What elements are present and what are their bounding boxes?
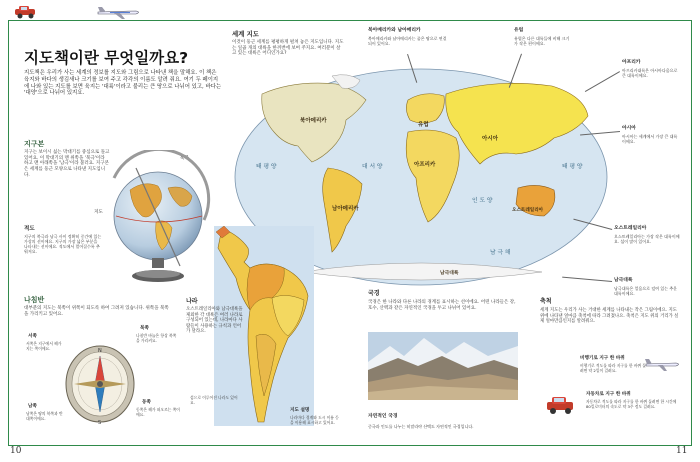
- compass-heading: 나침반: [24, 296, 45, 304]
- map-label-indian: 인 도 양: [472, 198, 493, 204]
- intro-text: 지도책은 우리가 사는 세계의 정보를 지도와 그림으로 나타낸 책을 말해요. 이 책은 육지와 바다의 생김새나 크기를 보여 주고 각각의 이름도 알려 줘요. 여기 두 페이지에 나와 있는 지도를 보면 육지는 '대륙'이라고 불리는 큰 땅으로 나뉘어 있고, 바다는 '대양'으로 나뉘어 있지요.: [24, 70, 222, 97]
- map-label-pacific-west: 태 평 양: [256, 164, 277, 170]
- world-map-text: 이것이 둥근 세계를 평평하게 펼쳐 놓은 지도입니다. 지도는 일곱 개의 대륙을 한꺼번에 보여 주지요. 여러분이 살고 있는 대륙은 어디인가요?: [232, 40, 344, 57]
- map-note-heading: 지도 설명: [290, 408, 310, 413]
- axis-label: 지도: [94, 210, 103, 215]
- map-label-north-america: 북아메리카: [300, 118, 327, 124]
- car-text: 자동차로 적도를 따라 지구를 한 바퀴 돌려면 한 시간에 80킬로미터의 속도로 약 3주 정도 걸려요.: [586, 399, 677, 409]
- photo-heading: 자연적인 국경: [368, 414, 398, 419]
- globe-illustration: [96, 150, 216, 285]
- svg-text:N: N: [98, 348, 102, 354]
- compass-south-text: 남쪽은 땅의 북쪽과 반대쪽이에요.: [26, 411, 63, 421]
- scale-text: 세계 지도는 우리가 사는 거대한 세계를 나타내는 작은 그림이에요. 지도 위에 나타낸 얼마큼 축척에 따라 그려졌나요. 축척은 지도 위의 거리가 실제 얼마만큼인지를 알려줘요.: [540, 308, 679, 324]
- compass-east-label: 동쪽: [142, 400, 151, 405]
- photo-text: 중국과 인도를 나누는 히말라야 산맥도 자연적인 국경입니다.: [368, 424, 474, 429]
- equator-text: 지구의 북극과 남극 사이 정확히 중간에 있는 가상의 선이에요. 지구의 가장 넓은 부분을 나타내는 선이에요. 적도에서 멀어질수록 추워져요.: [24, 234, 102, 254]
- equator-heading: 적도: [24, 226, 35, 232]
- na-heading: 북아메리카와 남아메리카: [368, 28, 421, 33]
- globe-heading: 지구본: [24, 140, 45, 148]
- map-label-asia: 아시아: [482, 136, 498, 142]
- plane-heading: 비행기로 지구 한 바퀴: [580, 356, 625, 361]
- globe-text: 지구는 보이시 싫는 막대기를 중심으로 돌고 있어요. 이 막대기의 맨 위쪽을 '북극'이라 하고 맨 아래쪽을 '남극'이라 불러요. 지구본은 세계를 둥근 모양으로 나타낸 지도입니다.: [24, 150, 110, 178]
- car-heading: 자동차로 지구 한 바퀴: [586, 392, 631, 397]
- car-icon: [544, 394, 576, 416]
- map-label-europe: 유럽: [418, 122, 429, 128]
- asia-text: 아시아는 세계에서 가장 큰 대륙이에요.: [622, 134, 678, 144]
- page-number-right: 11: [676, 446, 688, 456]
- map-label-south-america: 남아메리카: [332, 206, 359, 212]
- compass-west-text: 서쪽은 지구에서 해가 지는 쪽이에요.: [26, 341, 62, 351]
- page-title: 지도책이란 무엇일까요?: [24, 49, 189, 67]
- europe-text: 유럽은 다른 대륙들에 비해 크기가 작은 편이에요.: [514, 36, 570, 46]
- country-heading: 나라: [186, 298, 198, 305]
- map-label-atlantic: 대 서 양: [362, 164, 383, 170]
- car-icon: [12, 4, 38, 20]
- country-text: 오스트레일리아와 남극대륙을 제외한 각 대륙은 여러 나라로 구성되어 있는데, 나라마다 사람들이 사용하는 규칙과 언어가 달라요.: [186, 307, 243, 334]
- himalaya-photo: [368, 332, 518, 400]
- antarctica-heading: 남극대륙: [614, 278, 633, 283]
- map-label-africa: 아프리카: [414, 162, 436, 168]
- map-label-antarctica: 남극대륙: [440, 271, 459, 276]
- scale-heading: 축척: [540, 298, 552, 305]
- compass-illustration: [60, 332, 140, 428]
- map-note-text: 나라마다 경계와 도시 이름 등을 이용해 표시하고 있어요.: [290, 415, 339, 425]
- na-text: 북아메리카와 남아메리카는 좁은 땅으로 연결되어 있어요.: [368, 36, 447, 46]
- compass-south-label: 남쪽: [28, 404, 37, 409]
- compass-east-text: 동쪽은 해가 떠오르는 쪽이에요.: [136, 407, 180, 417]
- oceania-text: 오스트레일리아는 가장 작은 대륙이에요. 섬이 많이 있어요.: [614, 234, 680, 244]
- map-label-oceania: 오스트레일리아: [512, 208, 544, 213]
- plane-text: 비행기로 적도를 따라 지구를 한 바퀴 돌려면 약 2일이 걸려요.: [580, 363, 646, 373]
- north-pole-label: 북극: [180, 156, 189, 161]
- compass-north-label: 북쪽: [140, 326, 149, 331]
- island-note-text: 섬으로 이루어진 나라도 있어요.: [190, 395, 238, 405]
- africa-heading: 아프리카: [622, 60, 641, 65]
- compass-text: 대부분의 지도는 북쪽이 위쪽이 되도록 하여 그려져 있습니다. 위쪽을 북쪽을 가리키고 있어요.: [24, 306, 169, 317]
- plane-icon: [644, 356, 682, 372]
- africa-text: 아프리카대륙은 아시아다음으로 큰 대륙이에요.: [622, 68, 678, 78]
- europe-heading: 유럽: [514, 28, 524, 33]
- world-map-heading: 세계 지도: [232, 30, 259, 38]
- asia-heading: 아시아: [622, 126, 636, 131]
- map-label-southern: 남 극 해: [490, 250, 511, 256]
- antarctica-text: 남극대륙은 얼음으로 덮여 있는 추운 대륙이에요.: [614, 286, 678, 296]
- airplane-icon: [96, 4, 142, 20]
- page-number-left: 10: [10, 446, 22, 456]
- compass-west-label: 서쪽: [28, 334, 37, 339]
- border-heading: 국경: [368, 290, 380, 297]
- compass-north-text: 나침반 바늘은 항상 북쪽을 가리켜요.: [136, 333, 177, 343]
- svg-text:S: S: [98, 420, 102, 426]
- border-text: 국경은 한 나라와 다른 나라의 경계를 표시하는 선이에요. 어떤 나라들은 강, 호수, 산맥과 같은 자연적인 국경을 두고 나뉘어 있어요.: [368, 300, 516, 311]
- oceania-heading: 오스트레일리아: [614, 226, 647, 231]
- map-label-pacific-east: 태 평 양: [562, 164, 583, 170]
